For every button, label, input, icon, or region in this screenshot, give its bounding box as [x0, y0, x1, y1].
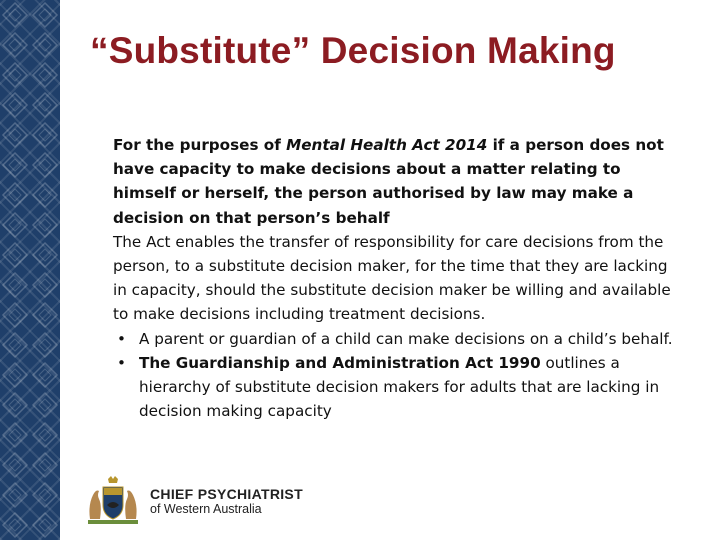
- act-reference: The Guardianship and Administration Act 1990: [139, 353, 541, 372]
- decorative-side-band: [0, 0, 60, 540]
- paragraph-lead: For the purposes of: [113, 136, 287, 154]
- slide-body: [113, 133, 683, 423]
- list-item-text: A parent or guardian of a child can make decisions on a child’s behalf.: [139, 329, 673, 348]
- organisation-name: [150, 486, 303, 516]
- chief-psychiatrist-logo: [84, 476, 344, 526]
- coat-of-arms-icon: [84, 475, 142, 527]
- bullet-icon: •: [117, 353, 126, 372]
- bullet-list: [113, 327, 683, 424]
- paragraph-transfer: The Act enables the transfer of responsibility for care decisions from the person, to a substitute decision maker, for the time that they are lacking in capacity, should the substitute decision maker be willing and available to make decisions including treatment decisions.: [113, 232, 671, 324]
- bullet-icon: •: [117, 329, 126, 348]
- org-name-line2: of Western Australia: [150, 502, 262, 516]
- diamond-pattern-icon: [0, 0, 60, 540]
- list-item: [113, 327, 683, 351]
- org-name-line1: CHIEF PSYCHIATRIST: [150, 486, 303, 502]
- list-item: [113, 351, 683, 424]
- paragraph-definition: [113, 133, 683, 230]
- act-name: Mental Health Act 2014: [286, 136, 488, 154]
- page-title: “Substitute” Decision Making: [90, 30, 616, 71]
- paragraph-rest: if a person does not have capacity to make decisions about a matter relating to himself or herself, the person authorised by law may make a decision on that person’s behalf: [113, 136, 664, 227]
- list-item-text: outlines a hierarchy of substitute decision makers for adults that are lacking in decision making capacity: [139, 353, 660, 421]
